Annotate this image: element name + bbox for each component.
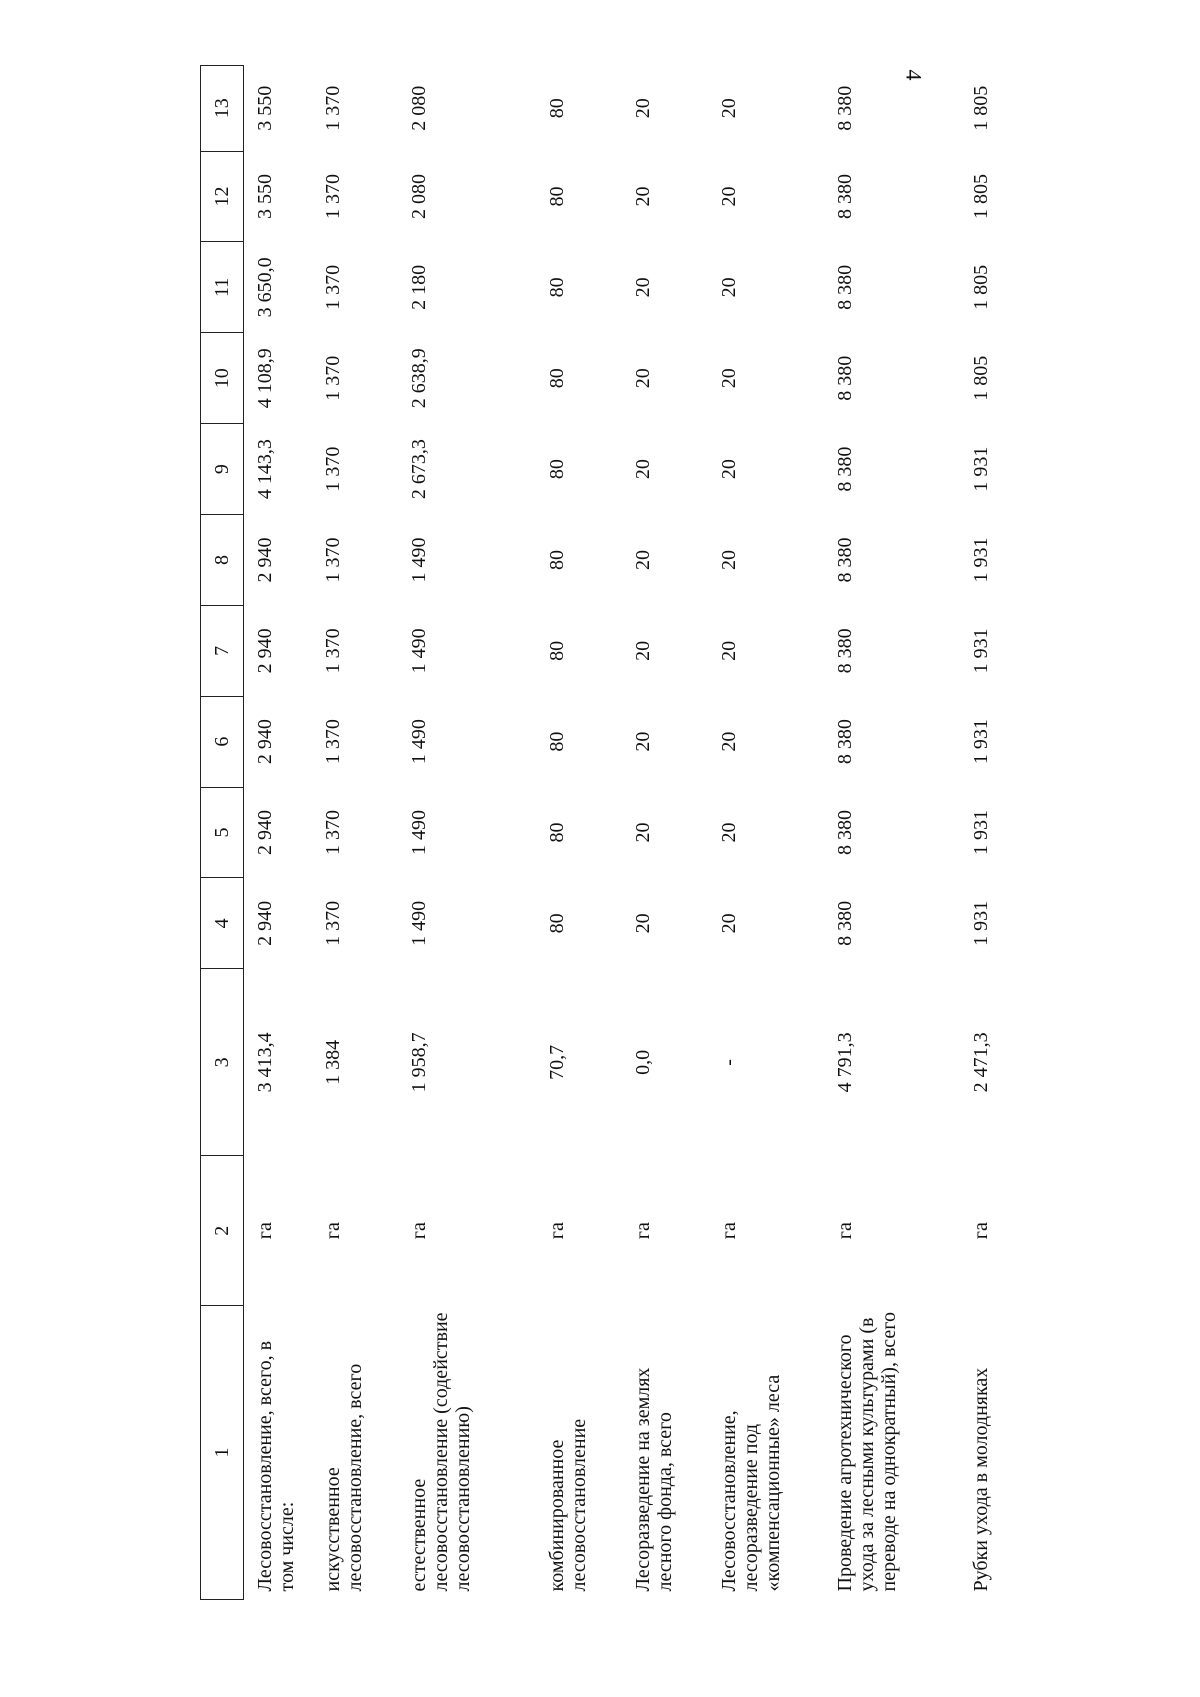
- row-unit: га: [321, 1222, 344, 1240]
- cell: 2 673,3: [407, 439, 430, 500]
- cell: 20: [631, 186, 654, 207]
- cell: 20: [717, 731, 740, 752]
- row-unit: га: [545, 1222, 568, 1240]
- cell: 1 370: [321, 174, 344, 220]
- cell: 20: [631, 549, 654, 570]
- cell: 20: [717, 913, 740, 934]
- cell: 1 931: [969, 446, 992, 492]
- cell: 1 370: [321, 446, 344, 492]
- cell: 80: [545, 913, 568, 934]
- header-cell: 13: [201, 66, 244, 152]
- cell: 8 380: [833, 446, 856, 492]
- cell: 8 380: [833, 810, 856, 856]
- table-row: [536, 66, 622, 1600]
- cell: 1 931: [969, 537, 992, 583]
- cell: 70,7: [545, 1044, 568, 1080]
- cell: 80: [545, 822, 568, 843]
- cell: 80: [545, 98, 568, 119]
- row-name: Лесоразведение на землях лесного фонда, всего: [631, 1367, 676, 1592]
- cell: 4 108,9: [254, 348, 276, 409]
- header-cell: 2: [201, 1156, 244, 1306]
- cell: 1 490: [407, 719, 430, 765]
- cell: 8 380: [833, 719, 856, 765]
- row-name: Проведение агротехнического ухода за лесными культурами (в переводе на однократный), всего: [833, 1312, 900, 1592]
- page-number: 4: [901, 69, 927, 81]
- header-cell: 4: [201, 878, 244, 969]
- cell: 1 370: [321, 628, 344, 674]
- cell: 20: [717, 459, 740, 480]
- cell: 8 380: [833, 355, 856, 401]
- row-name: искусственное лесовосстановление, всего: [321, 1363, 366, 1592]
- cell: 8 380: [833, 900, 856, 946]
- cell: 1 370: [321, 85, 344, 131]
- cell: 1 931: [969, 628, 992, 674]
- cell: 20: [631, 98, 654, 119]
- cell: 20: [631, 368, 654, 389]
- table-row: [824, 66, 960, 1600]
- cell: 1 931: [969, 810, 992, 856]
- cell: 1 958,7: [407, 1032, 430, 1093]
- cell: 1 490: [407, 810, 430, 856]
- cell: 1 370: [321, 355, 344, 401]
- cell: 2 940: [254, 719, 276, 765]
- row-unit: га: [254, 1222, 276, 1240]
- cell: 2 180: [407, 264, 430, 310]
- row-name: Лесовосстановление, лесоразведение под «компенсационные» леса: [717, 1374, 784, 1592]
- table-row: [398, 66, 536, 1600]
- cell: 8 380: [833, 264, 856, 310]
- cell: 20: [631, 640, 654, 661]
- header-cell: 5: [201, 787, 244, 878]
- cell: 2 940: [254, 810, 276, 856]
- cell: 0,0: [631, 1049, 654, 1075]
- cell: 4 791,3: [833, 1032, 856, 1093]
- cell: 2 940: [254, 900, 276, 946]
- header-cell: 7: [201, 605, 244, 696]
- cell: 80: [545, 549, 568, 570]
- cell: 1 490: [407, 537, 430, 583]
- row-name: Лесовосстановление, всего, в том числе:: [254, 1340, 298, 1592]
- cell: 8 380: [833, 628, 856, 674]
- cell: 8 380: [833, 537, 856, 583]
- cell: 1 370: [321, 537, 344, 583]
- cell: 20: [717, 98, 740, 119]
- cell: 3 550: [254, 174, 276, 220]
- table-row: [960, 66, 1020, 1600]
- cell: 2 080: [407, 174, 430, 220]
- cell: 80: [545, 186, 568, 207]
- cell: 1 370: [321, 900, 344, 946]
- cell: 20: [631, 913, 654, 934]
- cell: 1 805: [969, 85, 992, 131]
- cell: 1 805: [969, 264, 992, 310]
- cell: 3 650,0: [254, 257, 276, 318]
- cell: 80: [545, 731, 568, 752]
- header-cell: 11: [201, 242, 244, 333]
- cell: 1 384: [321, 1039, 344, 1085]
- table-row: [708, 66, 824, 1600]
- cell: 1 805: [969, 355, 992, 401]
- cell: 8 380: [833, 174, 856, 220]
- cell: 1 490: [407, 900, 430, 946]
- cell: -: [717, 1059, 740, 1066]
- cell: 8 380: [833, 85, 856, 131]
- row-unit: га: [407, 1222, 430, 1240]
- cell: 2 080: [407, 85, 430, 131]
- cell: 3 413,4: [254, 1032, 276, 1093]
- cell: 1 370: [321, 264, 344, 310]
- cell: 20: [631, 731, 654, 752]
- cell: 20: [717, 368, 740, 389]
- cell: 80: [545, 459, 568, 480]
- cell: 2 940: [254, 628, 276, 674]
- row-name: естественное лесовосстановление (содействие лесовосстановлению): [407, 1312, 474, 1592]
- row-name: комбинированное лесовосстановление: [545, 1418, 590, 1592]
- table-row: [312, 66, 398, 1600]
- cell: 1 490: [407, 628, 430, 674]
- cell: 20: [631, 822, 654, 843]
- row-unit: га: [969, 1222, 992, 1240]
- cell: 1 370: [321, 810, 344, 856]
- header-cell: 10: [201, 333, 244, 424]
- header-cell: 9: [201, 424, 244, 515]
- cell: 2 638,9: [407, 348, 430, 409]
- header-cell: 8: [201, 515, 244, 606]
- cell: 20: [717, 549, 740, 570]
- cell: 20: [631, 277, 654, 298]
- data-table: [200, 65, 1020, 1600]
- rotated-table-container: [200, 65, 1020, 1600]
- header-cell: 6: [201, 696, 244, 787]
- row-unit: га: [833, 1222, 856, 1240]
- cell: 80: [545, 640, 568, 661]
- cell: 1 805: [969, 174, 992, 220]
- table-row: [622, 66, 708, 1600]
- cell: 1 931: [969, 719, 992, 765]
- cell: 4 143,3: [254, 439, 276, 500]
- row-unit: га: [631, 1222, 654, 1240]
- row-unit: га: [717, 1222, 740, 1240]
- header-cell: 3: [201, 969, 244, 1156]
- cell: 2 471,3: [969, 1032, 992, 1093]
- cell: 1 370: [321, 719, 344, 765]
- cell: 2 940: [254, 537, 276, 583]
- row-name: Рубки ухода в молодняках: [969, 1367, 992, 1592]
- cell: 3 550: [254, 85, 276, 131]
- cell: 20: [717, 640, 740, 661]
- cell: 20: [631, 459, 654, 480]
- cell: 80: [545, 277, 568, 298]
- table-row: [244, 66, 312, 1600]
- cell: 20: [717, 822, 740, 843]
- cell: 20: [717, 186, 740, 207]
- header-row: [201, 66, 244, 1600]
- cell: 20: [717, 277, 740, 298]
- cell: 80: [545, 368, 568, 389]
- cell: 1 931: [969, 900, 992, 946]
- header-cell: 12: [201, 151, 244, 242]
- header-cell: 1: [201, 1306, 244, 1600]
